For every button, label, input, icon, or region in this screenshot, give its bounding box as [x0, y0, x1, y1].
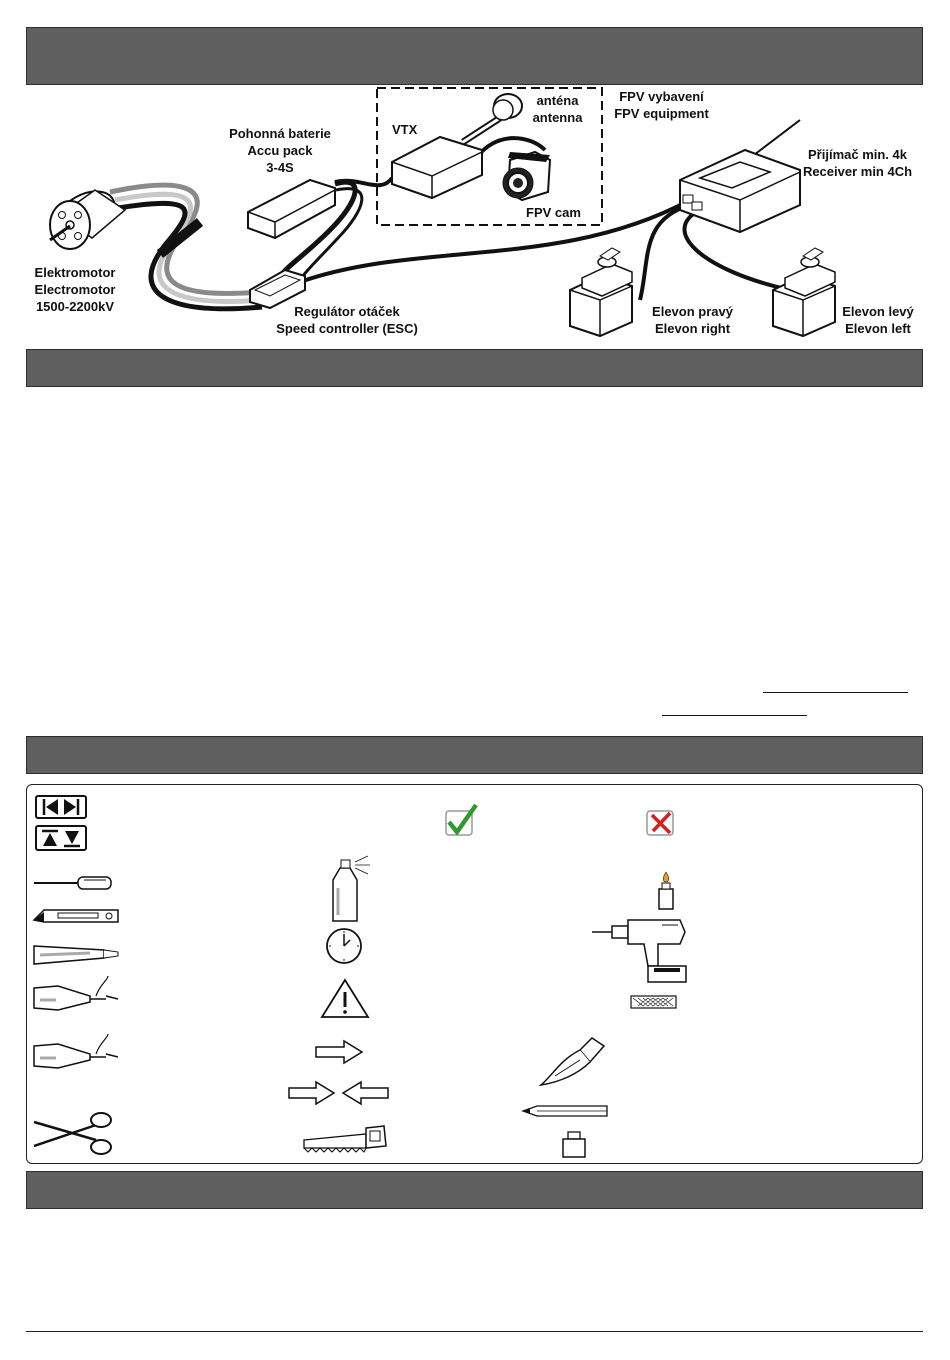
antenna-label-line1: anténa — [536, 93, 579, 108]
fpv-cam-icon — [503, 152, 550, 200]
receiver-label — [790, 146, 925, 180]
antenna-icon — [493, 94, 522, 120]
legend-box — [26, 784, 923, 1164]
receiver-icon — [680, 150, 800, 232]
esc-label-line1: Regulátor otáček — [294, 304, 400, 319]
elevon-right-line1: Elevon pravý — [652, 304, 733, 319]
esc-label-line2: Speed controller (ESC) — [276, 321, 418, 336]
elevon-right-label — [640, 303, 745, 337]
receiver-label-line2: Receiver min 4Ch — [802, 164, 913, 179]
motor-wire-light — [115, 194, 262, 301]
servo-left-icon — [773, 248, 835, 336]
motor-label — [20, 264, 130, 315]
underline-slot-1 — [763, 692, 908, 693]
section-header-bar-3 — [26, 736, 923, 774]
antenna-label-line2: antenna — [532, 110, 583, 125]
antenna-label — [525, 92, 590, 126]
underline-slot-2 — [662, 715, 807, 716]
footer-rule — [26, 1331, 923, 1332]
elevon-left-label — [833, 303, 923, 337]
vtx-label: VTX — [392, 122, 418, 137]
battery-label-line1: Pohonná baterie — [229, 126, 331, 141]
section-header-bar-2 — [26, 349, 923, 387]
fpv-equipment-line1: FPV vybavení — [619, 89, 704, 104]
antenna-stem-inner — [463, 118, 500, 142]
elevon-right-line2: Elevon right — [654, 321, 731, 336]
motor-label-line3: 1500-2200kV — [35, 299, 115, 314]
fpv-equipment-label — [604, 88, 719, 122]
receiver-label-line1: Přijímač min. 4k — [808, 147, 907, 162]
fpv-cam-label: FPV cam — [526, 205, 581, 220]
esc-label — [262, 303, 432, 337]
battery-label-line3: 3-4S — [266, 160, 294, 175]
elevon-left-line1: Elevon levý — [842, 304, 914, 319]
battery-label-line2: Accu pack — [247, 143, 313, 158]
motor-label-line2: Electromotor — [34, 282, 116, 297]
servo-right-icon — [570, 248, 632, 336]
elevon-left-line2: Elevon left — [845, 321, 911, 336]
battery-icon — [248, 180, 335, 238]
motor-label-line1: Elektromotor — [34, 265, 116, 280]
fpv-equipment-line2: FPV equipment — [614, 106, 709, 121]
section-header-bar-4 — [26, 1171, 923, 1209]
vtx-icon — [392, 137, 482, 198]
battery-label — [225, 125, 335, 176]
